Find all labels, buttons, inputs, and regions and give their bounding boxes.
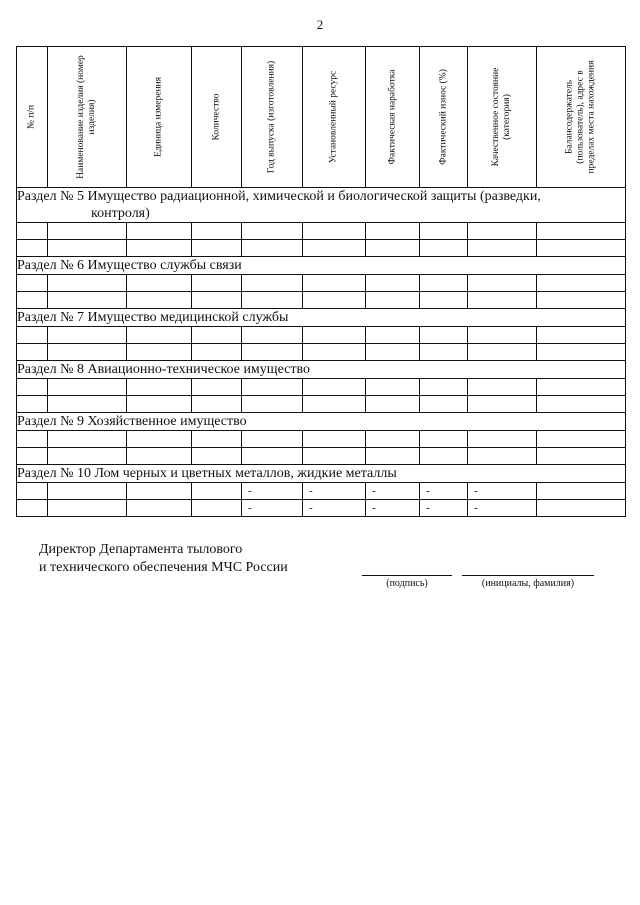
dash-cell: - xyxy=(468,500,537,517)
header-cell xyxy=(537,47,626,188)
table-row xyxy=(17,431,626,448)
section-title-line: контроля) xyxy=(91,206,150,221)
section-8-title: Раздел № 8 Авиационно-техническое имущество xyxy=(17,361,626,379)
section-row xyxy=(17,465,626,483)
table-row xyxy=(17,327,626,344)
header-cell xyxy=(48,47,127,188)
table-row xyxy=(17,379,626,396)
header-cell xyxy=(468,47,537,188)
property-table xyxy=(16,46,626,517)
table-row xyxy=(17,483,626,500)
dash-cell: - xyxy=(468,483,537,500)
section-6-title: Раздел № 6 Имущество службы связи xyxy=(17,257,626,275)
header-row xyxy=(17,47,626,188)
header-cell xyxy=(420,47,468,188)
section-7-title: Раздел № 7 Имущество медицинской службы xyxy=(17,309,626,327)
table-row xyxy=(17,500,626,517)
table-row xyxy=(17,344,626,361)
signatory-title-line: Директор Департамента тылового xyxy=(39,542,243,557)
table-row xyxy=(17,448,626,465)
section-10-title: Раздел № 10 Лом черных и цветных металлов, жидкие металлы xyxy=(17,465,626,483)
header-label: Год выпуска (изготовления) xyxy=(266,60,277,174)
signatory-title xyxy=(39,541,288,577)
dash-cell: - xyxy=(420,483,468,500)
dash-cell: - xyxy=(303,483,366,500)
header-label: Фактическая наработка xyxy=(387,69,397,165)
dash-cell: - xyxy=(420,500,468,517)
table-row xyxy=(17,292,626,309)
header-cell xyxy=(127,47,192,188)
name-label: (инициалы, фамилия) xyxy=(481,578,575,589)
table-row xyxy=(17,223,626,240)
header-cell xyxy=(303,47,366,188)
dash-cell: - xyxy=(242,483,303,500)
signatory-title-line: и технического обеспечения МЧС России xyxy=(39,560,288,575)
section-row xyxy=(17,309,626,327)
header-cell xyxy=(366,47,420,188)
header-cell xyxy=(192,47,242,188)
header-label: Установленный ресурс xyxy=(328,70,339,164)
page-number: 2 xyxy=(316,17,324,32)
section-row xyxy=(17,413,626,431)
section-row xyxy=(17,257,626,275)
header-cell xyxy=(242,47,303,188)
section-9-title: Раздел № 9 Хозяйственное имущество xyxy=(17,413,626,431)
dash-cell: - xyxy=(242,500,303,517)
table-row xyxy=(17,240,626,257)
section-row xyxy=(17,188,626,223)
section-title-line: Раздел № 5 Имущество радиационной, химической и биологической защиты (разведки, xyxy=(17,189,541,204)
section-row xyxy=(17,361,626,379)
section-5-title xyxy=(17,188,626,223)
header-label: Качественное состояние (категория) xyxy=(491,67,512,167)
table-row xyxy=(17,396,626,413)
signature-label: (подпись) xyxy=(386,578,428,589)
dash-cell: - xyxy=(303,500,366,517)
dash-cell: - xyxy=(366,500,420,517)
header-label: Балансодержатель (пользователь), адрес в пределах места нахождения xyxy=(564,60,597,174)
header-label: № п/п xyxy=(26,104,37,130)
table-row xyxy=(17,275,626,292)
name-line xyxy=(462,575,594,576)
header-cell xyxy=(17,47,48,188)
header-label: Наименование изделия (номер изделия) xyxy=(76,55,97,179)
header-label: Количество xyxy=(211,93,221,141)
header-label: Единица измерения xyxy=(153,77,164,157)
header-label: Фактический износ (%) xyxy=(438,69,448,165)
signature-line xyxy=(362,575,452,576)
dash-cell: - xyxy=(366,483,420,500)
